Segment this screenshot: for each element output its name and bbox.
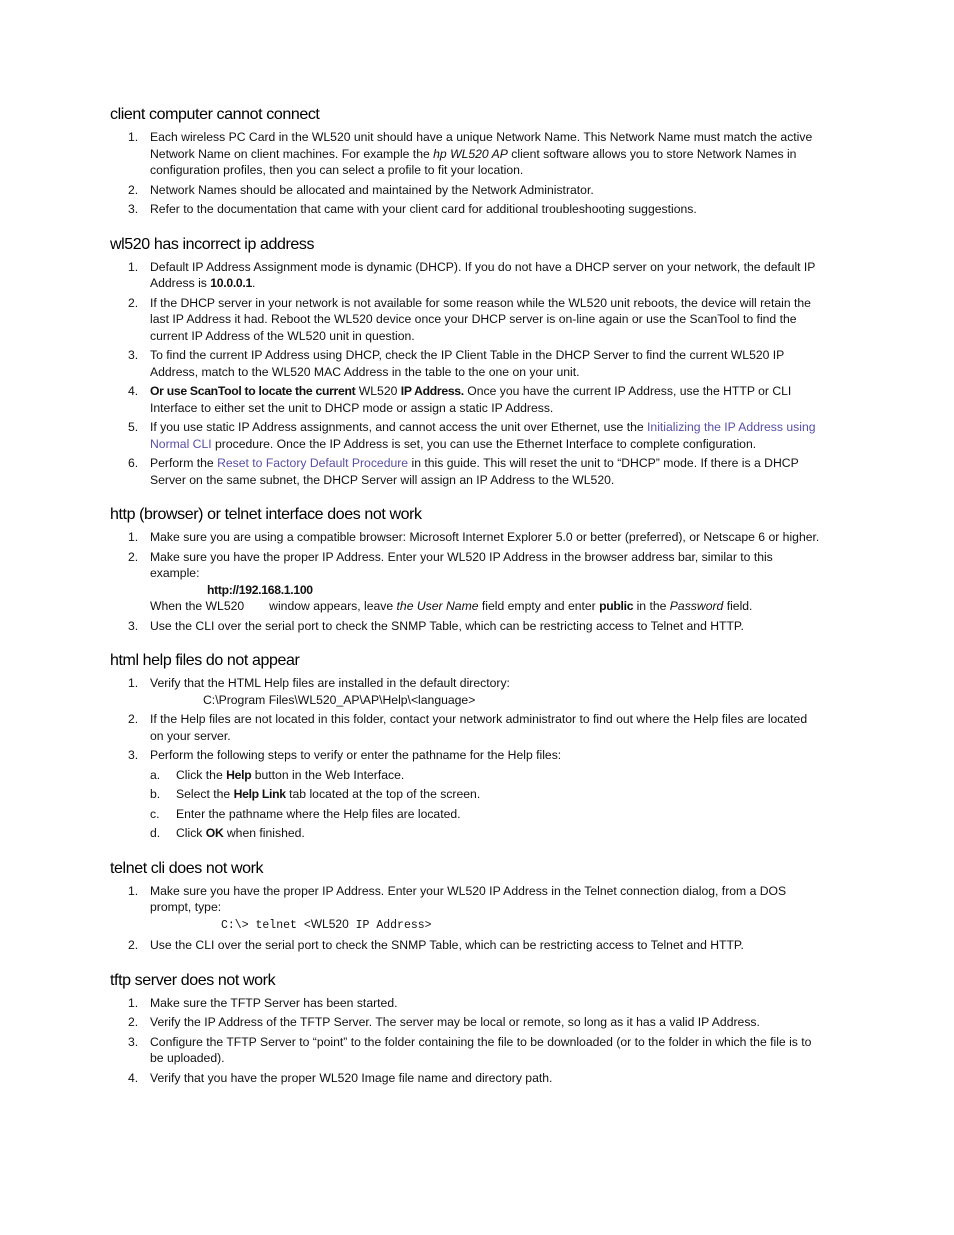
sub-step: c. Enter the pathname where the Help files are located. — [150, 806, 461, 821]
document-page — [110, 106, 820, 1104]
sub-step: b. Select the Help Link tab located at the top of the screen. — [150, 787, 481, 801]
list-item: 4. Verify that you have the proper WL520 Image file name and directory path. — [128, 1070, 553, 1085]
list-item: 3. To find the current IP Address using DHCP, check the IP Client Table in the DHCP Server to find the current WL520 IP Address, match to the WL520 MAC Address in the table to the one on your unit. — [128, 348, 785, 379]
list-item: 2. If the DHCP server in your network is not available for some reason while the WL520 unit reboots, the device will retain the last IP Address it had. Reboot the WL520 device once your DHCP server is on-line again or use the ScanTool to find the current IP Address of the WL520 unit in question. — [128, 295, 811, 343]
section-http-telnet — [110, 506, 820, 634]
list-item: 2. Make sure you have the proper IP Address. Enter your WL520 IP Address in the browser address bar, similar to this example: http://192.168.1.100 When the WL520 window appears, leave the User Name field empty and enter public in the Password field. — [110, 549, 820, 615]
list-item: 1. Make sure you are using a compatible browser: Microsoft Internet Explorer 5.0 or better (preferred), or Netscape 6 or higher. — [128, 530, 820, 544]
section-heading: wl520 has incorrect ip address — [110, 235, 315, 253]
list-item: 2. Use the CLI over the serial port to check the SNMP Table, which can be restricting access to Telnet and HTTP. — [128, 938, 744, 952]
ordered-list — [110, 259, 820, 489]
section-tftp-server — [110, 972, 820, 1087]
list-item: 2. Verify the IP Address of the TFTP Server. The server may be local or remote, so long as it has a valid IP Address. — [128, 1015, 760, 1029]
list-item: 3. Configure the TFTP Server to “point” to the folder containing the file to be downloaded (or to the folder in which the file is to be uploaded). — [128, 1034, 812, 1065]
section-heading: client computer cannot connect — [110, 106, 320, 123]
list-item: 2. Network Names should be allocated and maintained by the Network Administrator. — [128, 182, 594, 197]
list-item: 3. Refer to the documentation that came with your client card for additional troubleshooting suggestions. — [128, 202, 697, 216]
section-incorrect-ip — [110, 236, 820, 489]
ordered-list — [110, 995, 820, 1087]
list-item: 1. Make sure the TFTP Server has been started. — [128, 995, 398, 1010]
ordered-list — [110, 675, 820, 842]
list-item: 1. Each wireless PC Card in the WL520 unit should have a unique Network Name. This Network Name must match the active Network Name on client machines. For example the hp WL520 AP client software allows you to store Network Names in configuration profiles, then you can select a profile to fit your location. — [128, 130, 813, 177]
list-item: 3. Use the CLI over the serial port to check the SNMP Table, which can be restricting access to Telnet and HTTP. — [128, 618, 744, 633]
link-reset-factory-default[interactable]: Reset to Factory Default Procedure — [217, 456, 409, 470]
section-heading: http (browser) or telnet interface does not work — [110, 506, 422, 523]
list-item: 4. Or use ScanTool to locate the current WL520 IP Address. Once you have the current IP Address, use the HTTP or CLI Interface to either set the unit to DHCP mode or assign a static IP Address. — [128, 384, 792, 415]
section-html-help — [110, 652, 820, 842]
section-heading: html help files do not appear — [110, 652, 300, 669]
list-item: 1. Make sure you have the proper IP Address. Enter your WL520 IP Address in the Telnet connection dialog, from a DOS prompt, type: C:\> telnet <WL520 IP Address> — [110, 883, 820, 935]
example-url: http://192.168.1.100 — [207, 582, 313, 597]
sub-step: d. Click OK when finished. — [150, 826, 305, 840]
list-item: 3. Perform the following steps to verify or enter the pathname for the Help files: a. Click the Help button in the Web Interface. b. Select the Help Link tab located at the top of the screen. c. Enter the pathname where the Help files are located. d. Click OK when finished. — [110, 747, 820, 842]
section-telnet-cli — [110, 860, 820, 954]
telnet-command: C:\> telnet <WL520 IP Address> — [221, 916, 432, 932]
ordered-list — [110, 883, 820, 954]
section-heading: tftp server does not work — [110, 971, 276, 989]
sub-step: a. Click the Help button in the Web Interface. — [150, 767, 405, 782]
list-item: 6. Perform the Reset to Factory Default Procedure in this guide. This will reset the unit to “DHCP” mode. If there is a DHCP Server on the same subnet, the DHCP Server will assign an IP Address to the WL520. — [128, 456, 799, 487]
ordered-list — [110, 529, 820, 634]
link-initializing-ip[interactable]: Initializing the IP Address using Normal CLI — [150, 420, 816, 451]
list-item: 5. If you use static IP Address assignments, and cannot access the unit over Ethernet, use the Initializing the IP Address using Normal CLI procedure. Once the IP Address is set, you can use the Ethernet Interface to complete configuration. — [128, 420, 816, 451]
ordered-list — [110, 129, 820, 218]
help-directory-path: C:\Program Files\WL520_AP\AP\Help\<language> — [203, 692, 476, 707]
login-instructions: When the WL520 window appears, leave the User Name field empty and enter public in the Password field. — [150, 599, 753, 613]
list-item: 2. If the Help files are not located in this folder, contact your network administrator to find out where the Help files are located on your server. — [128, 712, 808, 743]
list-item: 1. Verify that the HTML Help files are installed in the default directory: C:\Program Files\WL520_AP\AP\Help\<language> — [110, 675, 820, 708]
list-item: 1. Default IP Address Assignment mode is dynamic (DHCP). If you do not have a DHCP server on your network, the default IP Address is 10.0.0.1. — [128, 259, 816, 290]
section-heading: telnet cli does not work — [110, 859, 264, 877]
section-client-cannot-connect — [110, 106, 820, 218]
